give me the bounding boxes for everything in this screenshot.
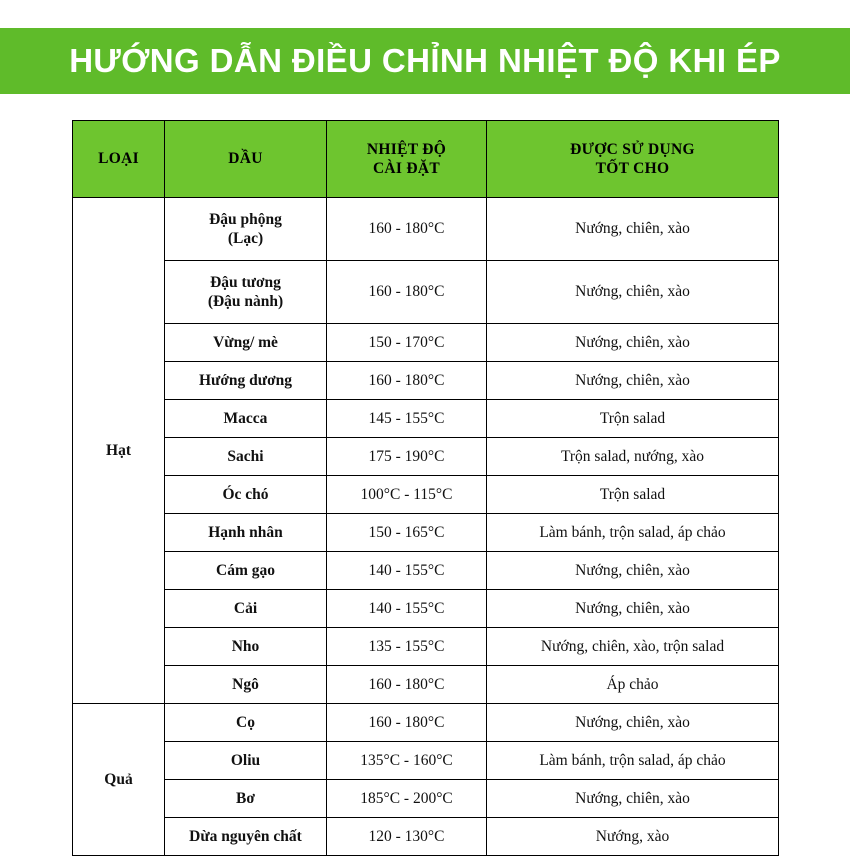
oil-temperature: 140 - 155°C: [327, 552, 487, 590]
column-header-loai: LOẠI: [73, 121, 165, 198]
oil-temperature: 140 - 155°C: [327, 590, 487, 628]
table-row: [73, 742, 779, 780]
oil-temperature: 160 - 180°C: [327, 704, 487, 742]
column-header-dau: DẦU: [165, 121, 327, 198]
oil-temperature: 160 - 180°C: [327, 362, 487, 400]
table-body: [73, 198, 779, 856]
oil-name: Macca: [165, 400, 327, 438]
oil-name: Oliu: [165, 742, 327, 780]
oil-usage: Nướng, chiên, xào: [487, 324, 779, 362]
oil-temperature: 150 - 165°C: [327, 514, 487, 552]
oil-usage: Làm bánh, trộn salad, áp chảo: [487, 742, 779, 780]
oil-temperature-table-container: [72, 120, 778, 856]
oil-usage: Nướng, chiên, xào: [487, 198, 779, 261]
oil-name: Vừng/ mè: [165, 324, 327, 362]
table-row: [73, 438, 779, 476]
table-row: [73, 400, 779, 438]
oil-name: Ngô: [165, 666, 327, 704]
oil-name: Dừa nguyên chất: [165, 818, 327, 856]
oil-name: Cám gạo: [165, 552, 327, 590]
column-header-nhiet-do: NHIỆT ĐỘ CÀI ĐẶT: [327, 121, 487, 198]
oil-name: Hướng dương: [165, 362, 327, 400]
column-header-su-dung: ĐƯỢC SỬ DỤNG TỐT CHO: [487, 121, 779, 198]
oil-usage: Làm bánh, trộn salad, áp chảo: [487, 514, 779, 552]
oil-name: Sachi: [165, 438, 327, 476]
oil-usage: Nướng, chiên, xào, trộn salad: [487, 628, 779, 666]
table-row: [73, 261, 779, 324]
group-label-hat: Hạt: [73, 198, 165, 704]
table-row: [73, 476, 779, 514]
oil-name: Đậu phộng (Lạc): [165, 198, 327, 261]
oil-temperature-table: [72, 120, 779, 856]
oil-name: Hạnh nhân: [165, 514, 327, 552]
page-banner: [0, 28, 850, 94]
table-header-row: [73, 121, 779, 198]
oil-temperature: 135°C - 160°C: [327, 742, 487, 780]
oil-usage: Trộn salad: [487, 476, 779, 514]
oil-temperature: 160 - 180°C: [327, 198, 487, 261]
table-row: [73, 704, 779, 742]
table-row: [73, 628, 779, 666]
group-label-qua: Quả: [73, 704, 165, 856]
oil-usage: Nướng, chiên, xào: [487, 552, 779, 590]
oil-usage: Nướng, xào: [487, 818, 779, 856]
table-row: [73, 514, 779, 552]
table-row: [73, 198, 779, 261]
table-row: [73, 780, 779, 818]
oil-temperature: 150 - 170°C: [327, 324, 487, 362]
oil-temperature: 145 - 155°C: [327, 400, 487, 438]
oil-temperature: 135 - 155°C: [327, 628, 487, 666]
oil-name: Đậu tương (Đậu nành): [165, 261, 327, 324]
oil-usage: Nướng, chiên, xào: [487, 362, 779, 400]
oil-name: Nho: [165, 628, 327, 666]
table-row: [73, 552, 779, 590]
oil-temperature: 100°C - 115°C: [327, 476, 487, 514]
oil-temperature: 120 - 130°C: [327, 818, 487, 856]
table-row: [73, 362, 779, 400]
oil-temperature: 175 - 190°C: [327, 438, 487, 476]
oil-temperature: 185°C - 200°C: [327, 780, 487, 818]
oil-usage: Trộn salad, nướng, xào: [487, 438, 779, 476]
table-row: [73, 666, 779, 704]
oil-name: Cọ: [165, 704, 327, 742]
oil-usage: Nướng, chiên, xào: [487, 261, 779, 324]
oil-usage: Nướng, chiên, xào: [487, 590, 779, 628]
table-row: [73, 590, 779, 628]
oil-temperature: 160 - 180°C: [327, 261, 487, 324]
oil-usage: Nướng, chiên, xào: [487, 704, 779, 742]
oil-usage: Áp chảo: [487, 666, 779, 704]
table-header: [73, 121, 779, 198]
oil-usage: Trộn salad: [487, 400, 779, 438]
oil-name: Cải: [165, 590, 327, 628]
oil-usage: Nướng, chiên, xào: [487, 780, 779, 818]
oil-name: Óc chó: [165, 476, 327, 514]
table-row: [73, 324, 779, 362]
page-title: HƯỚNG DẪN ĐIỀU CHỈNH NHIỆT ĐỘ KHI ÉP: [69, 42, 781, 79]
oil-temperature: 160 - 180°C: [327, 666, 487, 704]
oil-name: Bơ: [165, 780, 327, 818]
